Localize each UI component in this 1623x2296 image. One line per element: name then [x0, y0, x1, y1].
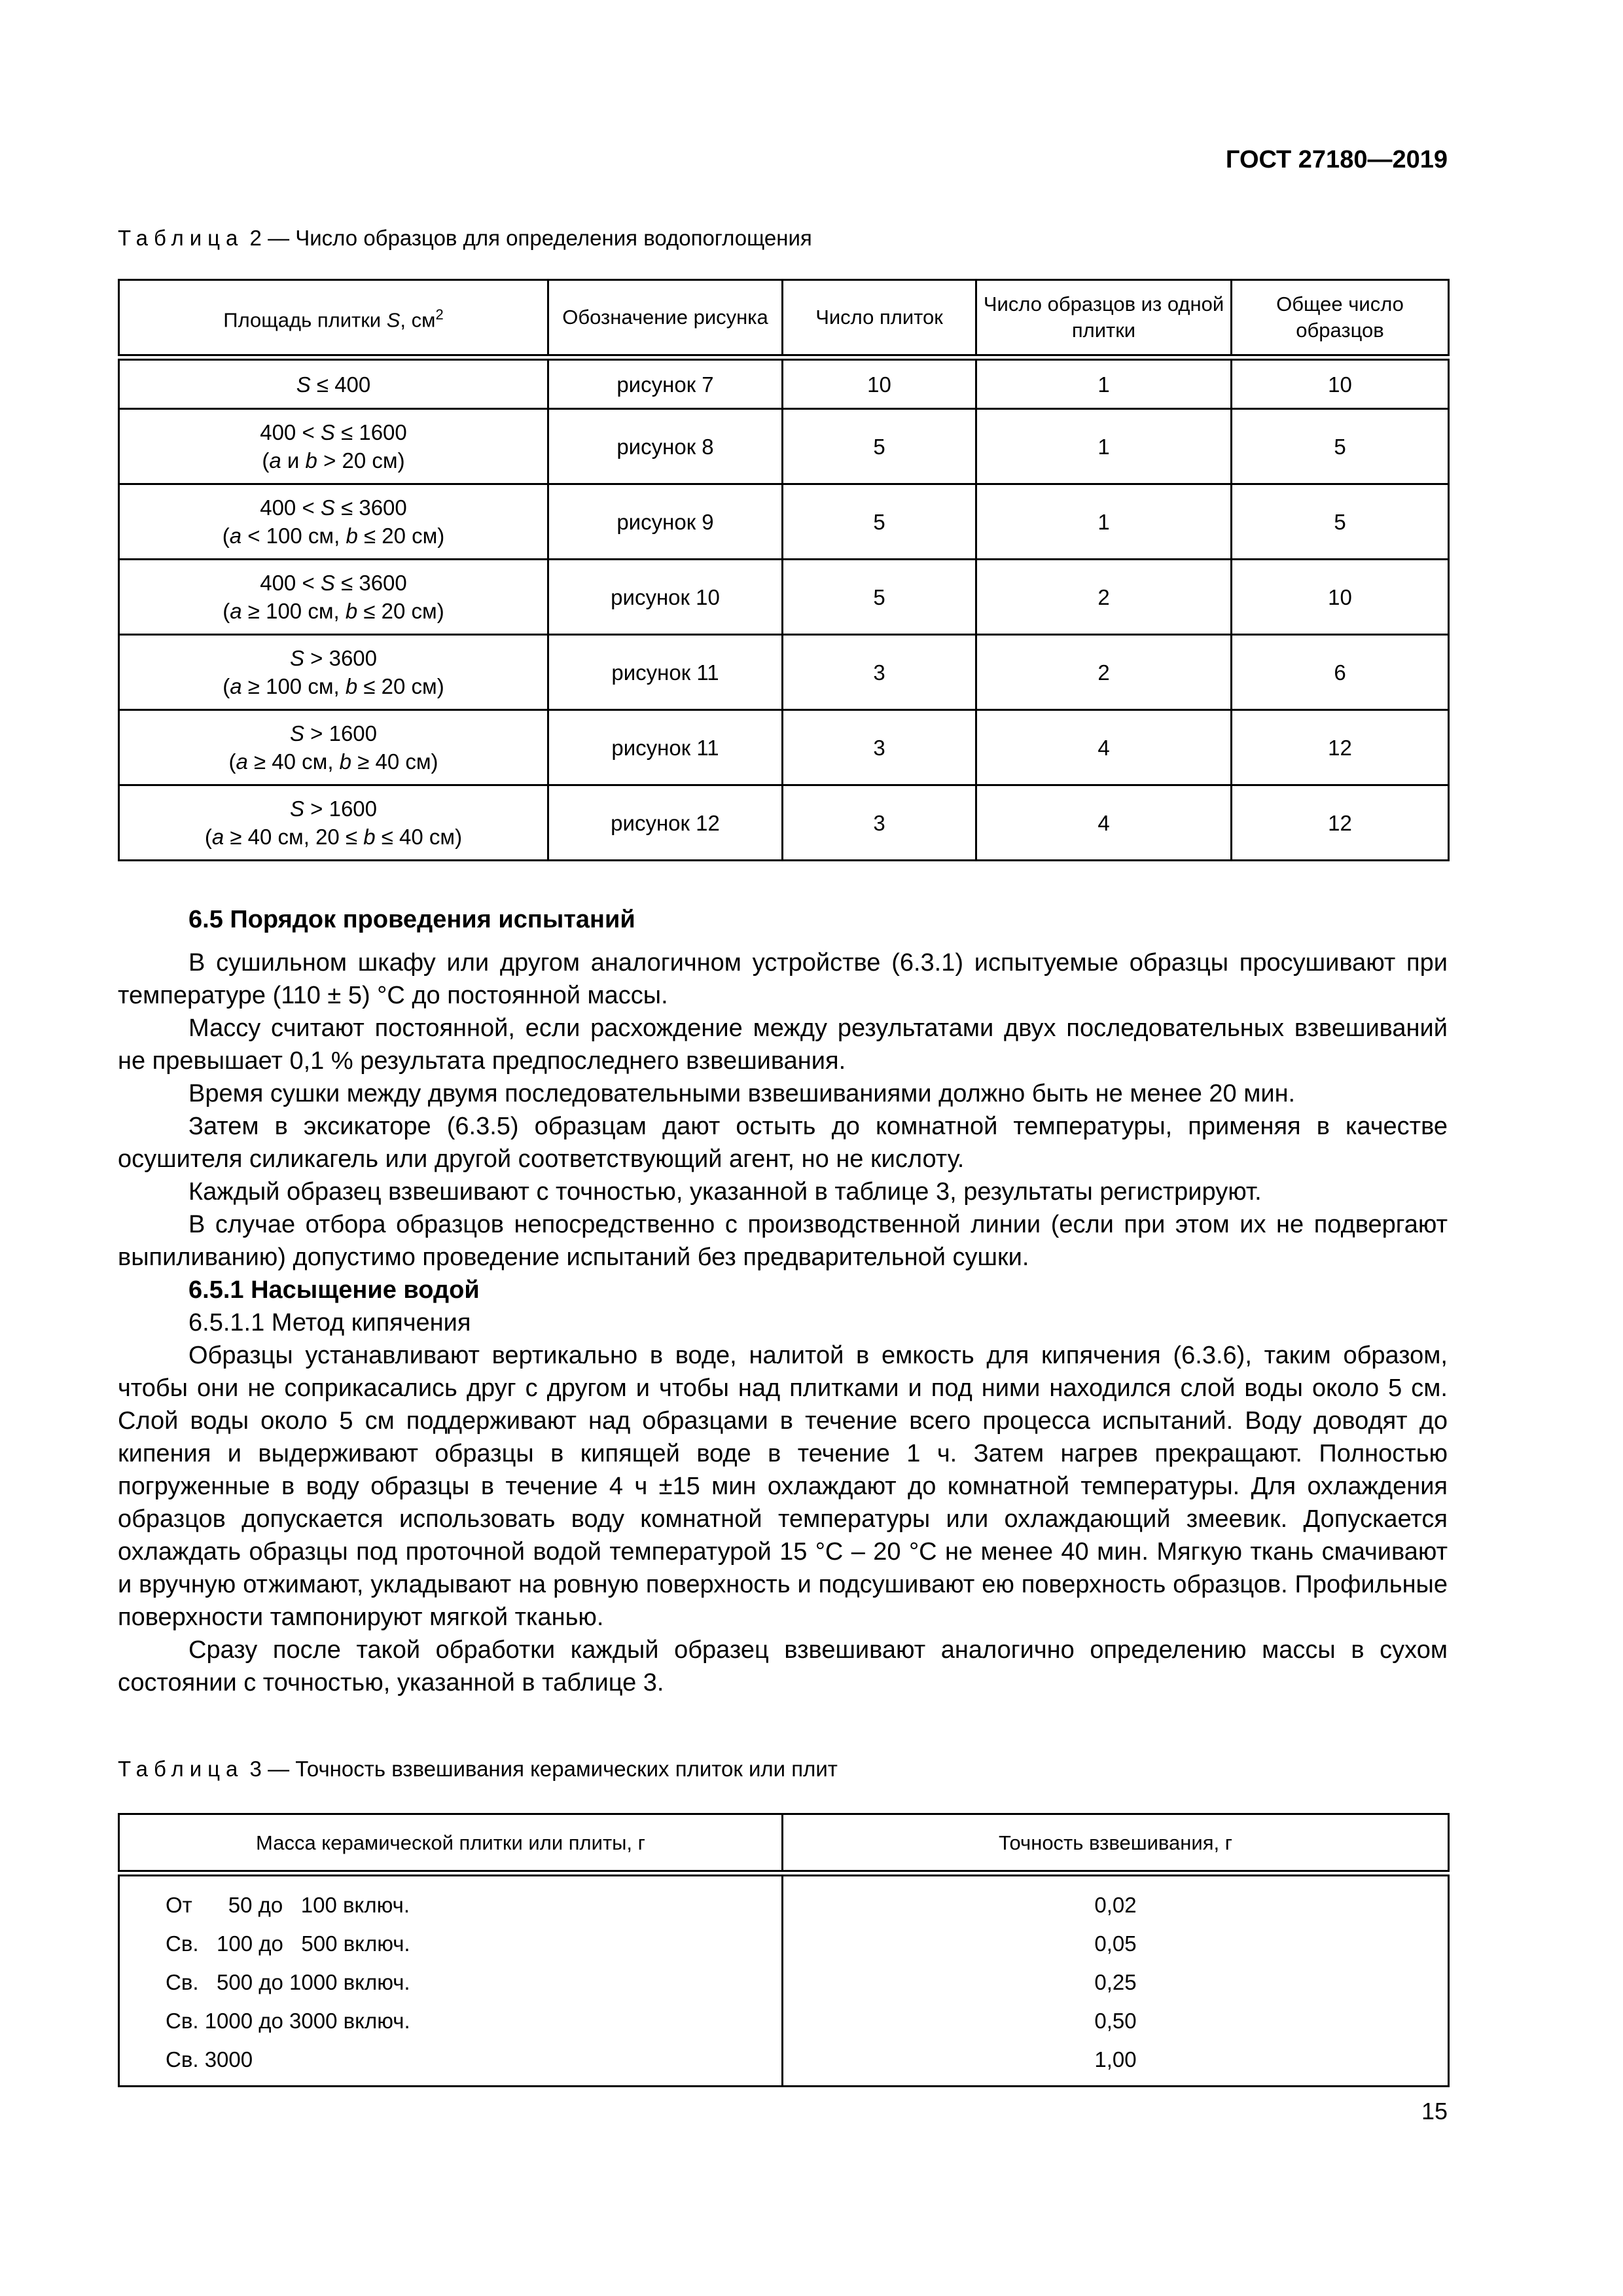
- subsection-heading: 6.5.1 Насыщение водой: [188, 1276, 480, 1304]
- table3-cell-mass: Св. 500 до 1000 включ.: [119, 1963, 783, 2001]
- table2-cell-total: 10: [1232, 560, 1449, 635]
- area-line2: (a ≥ 100 см, b ≤ 20 см): [223, 599, 444, 623]
- table2-cell-area: [119, 635, 548, 710]
- table3-caption-text: 3 — Точность взвешивания керамических плиток или плит: [243, 1757, 838, 1781]
- table2-cell-total: 12: [1232, 710, 1449, 785]
- table2-cell-figure: рисунок 12: [548, 785, 783, 861]
- paragraph-boiling-method: Образцы устанавливают вертикально в воде, налитой в емкость для кипячения (6.3.6), таким образом, чтобы они не соприкасались друг с другом и чтобы над плитками и под ними находился слой воды около 5 см. Слой воды около 5 см поддерживают над образцами в течение всего процесса испытаний. Воду доводят до кипения и выдерживают образцы в кипящей воде в течение 1 ч. Затем нагрев прекращают. Полностью погруженные в воду образцы в течение 4 ч ±15 мин охлаждают до комнатной температуры. Для охлаждения образцов допускается использовать воду комнатной температуры или охлаждающий змеевик. Допускается охлаждать образцы под проточной водой температурой 15 °С – 20 °С не менее 40 мин. Мягкую ткань смачивают и вручную отжимают, укладывают на ровную поверхность и подсушивают ею поверхность образцов. Профильные поверхности тампонируют мягкой тканью.: [118, 1342, 1448, 1631]
- table3-cell-mass: От 50 до 100 включ.: [119, 1873, 783, 1924]
- table2-cell-total: 5: [1232, 409, 1449, 484]
- table2-cell-figure: рисунок 7: [548, 357, 783, 409]
- table3-caption-label: Таблица: [118, 1757, 244, 1781]
- table2-cell-total: 10: [1232, 357, 1449, 409]
- table2-row: [119, 785, 1449, 861]
- table3: [118, 1813, 1450, 2087]
- section-heading: 6.5 Порядок проведения испытаний: [188, 906, 635, 933]
- table2-cell-per-tile: 2: [976, 635, 1232, 710]
- paragraph-constant-mass: Массу считают постоянной, если расхождение между результатами двух последовательных взвешиваний не превышает 0,1 % результата предпоследнего взвешивания.: [118, 1014, 1448, 1075]
- table2-cell-area: [119, 409, 548, 484]
- table2-cell-figure: рисунок 11: [548, 710, 783, 785]
- table2-cell-total: 12: [1232, 785, 1449, 861]
- table2-cell-figure: рисунок 8: [548, 409, 783, 484]
- table2-cell-per-tile: 1: [976, 409, 1232, 484]
- table3-row: [119, 1924, 1449, 1963]
- table2-cell-figure: рисунок 10: [548, 560, 783, 635]
- table3-header-row: [119, 1814, 1449, 1874]
- paragraph-drying: В сушильном шкафу или другом аналогичном устройстве (6.3.1) испытуемые образцы просушивают при температуре (110 ± 5) °С до постоянной массы.: [118, 949, 1448, 1009]
- table2-row: [119, 357, 1449, 409]
- table2-caption-text: 2 — Число образцов для определения водопоглощения: [243, 226, 812, 250]
- table3-header-mass: Масса керамической плитки или плиты, г: [119, 1814, 783, 1874]
- table3-cell-accuracy: 0,25: [783, 1963, 1449, 2001]
- table2-cell-per-tile: 1: [976, 357, 1232, 409]
- table3-cell-mass: Св. 1000 до 3000 включ.: [119, 2001, 783, 2040]
- area-line1: 400 < S ≤ 3600: [260, 571, 407, 595]
- table2-cell-area: [119, 785, 548, 861]
- table2-row: [119, 484, 1449, 560]
- table2-row: [119, 635, 1449, 710]
- table2-caption-label: Таблица: [118, 226, 244, 250]
- paragraph-desiccator: Затем в эксикаторе (6.3.5) образцам дают остыть до комнатной температуры, применяя в качестве осушителя силикагель или другой соответствующий агент, но не кислоту.: [118, 1113, 1448, 1173]
- table2-cell-per-tile: 4: [976, 710, 1232, 785]
- table2-cell-tiles: 5: [783, 484, 976, 560]
- table3-header-accuracy: Точность взвешивания, г: [783, 1814, 1449, 1874]
- table2-header-figure: Обозначение рисунка: [548, 280, 783, 358]
- table2-header-per-tile: Число образцов из одной плитки: [976, 280, 1232, 358]
- table3-row: [119, 1963, 1449, 2001]
- table2-cell-tiles: 5: [783, 409, 976, 484]
- area-line1: S ≤ 400: [296, 372, 371, 397]
- table2-row: [119, 710, 1449, 785]
- table2-cell-area: [119, 357, 548, 409]
- paragraph-weighing: Каждый образец взвешивают с точностью, указанной в таблице 3, результаты регистрируют.: [188, 1178, 1262, 1206]
- table2-header-area: Площадь плитки S, $см^2$: [119, 280, 548, 358]
- area-line2: (a ≥ 40 см, 20 ≤ b ≤ 40 см): [204, 825, 463, 849]
- table3-cell-accuracy: 0,50: [783, 2001, 1449, 2040]
- area-line1: S > 3600: [289, 646, 378, 670]
- table2-cell-figure: рисунок 11: [548, 635, 783, 710]
- table2-cell-tiles: 10: [783, 357, 976, 409]
- table3-caption: [118, 1757, 838, 1782]
- paragraph-production-line: В случае отбора образцов непосредственно с производственной линии (если при этом их не подвергают выпиливанию) допустимо проведение испытаний без предварительной сушки.: [118, 1211, 1448, 1271]
- area-line2: (a и b > 20 см): [262, 448, 405, 473]
- table3-cell-accuracy: 1,00: [783, 2040, 1449, 2087]
- table2-cell-tiles: 5: [783, 560, 976, 635]
- table3-cell-mass: Св. 100 до 500 включ.: [119, 1924, 783, 1963]
- area-line2: (a ≥ 100 см, b ≤ 20 см): [223, 674, 444, 698]
- section-body: [118, 903, 1448, 1699]
- table3-cell-accuracy: 0,05: [783, 1924, 1449, 1963]
- table2-header-row: [119, 280, 1449, 358]
- paragraph-drying-time: Время сушки между двумя последовательными взвешиваниями должно быть не менее 20 мин.: [188, 1080, 1296, 1107]
- table2-cell-total: 5: [1232, 484, 1449, 560]
- area-line1: 400 < S ≤ 3600: [260, 495, 407, 520]
- area-line2: (a < 100 см, b ≤ 20 см): [222, 524, 445, 548]
- document-id: ГОСТ 27180—2019: [1225, 146, 1448, 173]
- table2-cell-per-tile: 4: [976, 785, 1232, 861]
- table2-header-tiles: Число плиток: [783, 280, 976, 358]
- table2-header-total: Общее число образцов: [1232, 280, 1449, 358]
- table2-cell-total: 6: [1232, 635, 1449, 710]
- table2-cell-area: [119, 560, 548, 635]
- table2: [118, 279, 1450, 861]
- table2-cell-area: [119, 484, 548, 560]
- area-line1: 400 < S ≤ 1600: [260, 420, 407, 444]
- area-line1: S > 1600: [289, 797, 378, 821]
- subsubsection-heading: 6.5.1.1 Метод кипячения: [188, 1309, 471, 1336]
- page-number: 15: [1421, 2098, 1448, 2125]
- table3-cell-mass: Св. 3000: [119, 2040, 783, 2087]
- table2-row: [119, 560, 1449, 635]
- table2-cell-per-tile: 1: [976, 484, 1232, 560]
- table2-cell-per-tile: 2: [976, 560, 1232, 635]
- table2-caption: [118, 226, 812, 251]
- table2-cell-tiles: 3: [783, 785, 976, 861]
- area-line1: S > 1600: [289, 721, 378, 745]
- table3-cell-accuracy: 0,02: [783, 1873, 1449, 1924]
- table3-row: [119, 1873, 1449, 1924]
- table2-cell-figure: рисунок 9: [548, 484, 783, 560]
- table2-row: [119, 409, 1449, 484]
- table2-cell-tiles: 3: [783, 635, 976, 710]
- area-line2: (a ≥ 40 см, b ≥ 40 см): [228, 749, 438, 774]
- table2-cell-area: [119, 710, 548, 785]
- paragraph-after-treatment: Сразу после такой обработки каждый образец взвешивают аналогично определению массы в сухом состоянии с точностью, указанной в таблице 3.: [118, 1636, 1448, 1696]
- table2-cell-tiles: 3: [783, 710, 976, 785]
- table3-row: [119, 2001, 1449, 2040]
- table3-row: [119, 2040, 1449, 2087]
